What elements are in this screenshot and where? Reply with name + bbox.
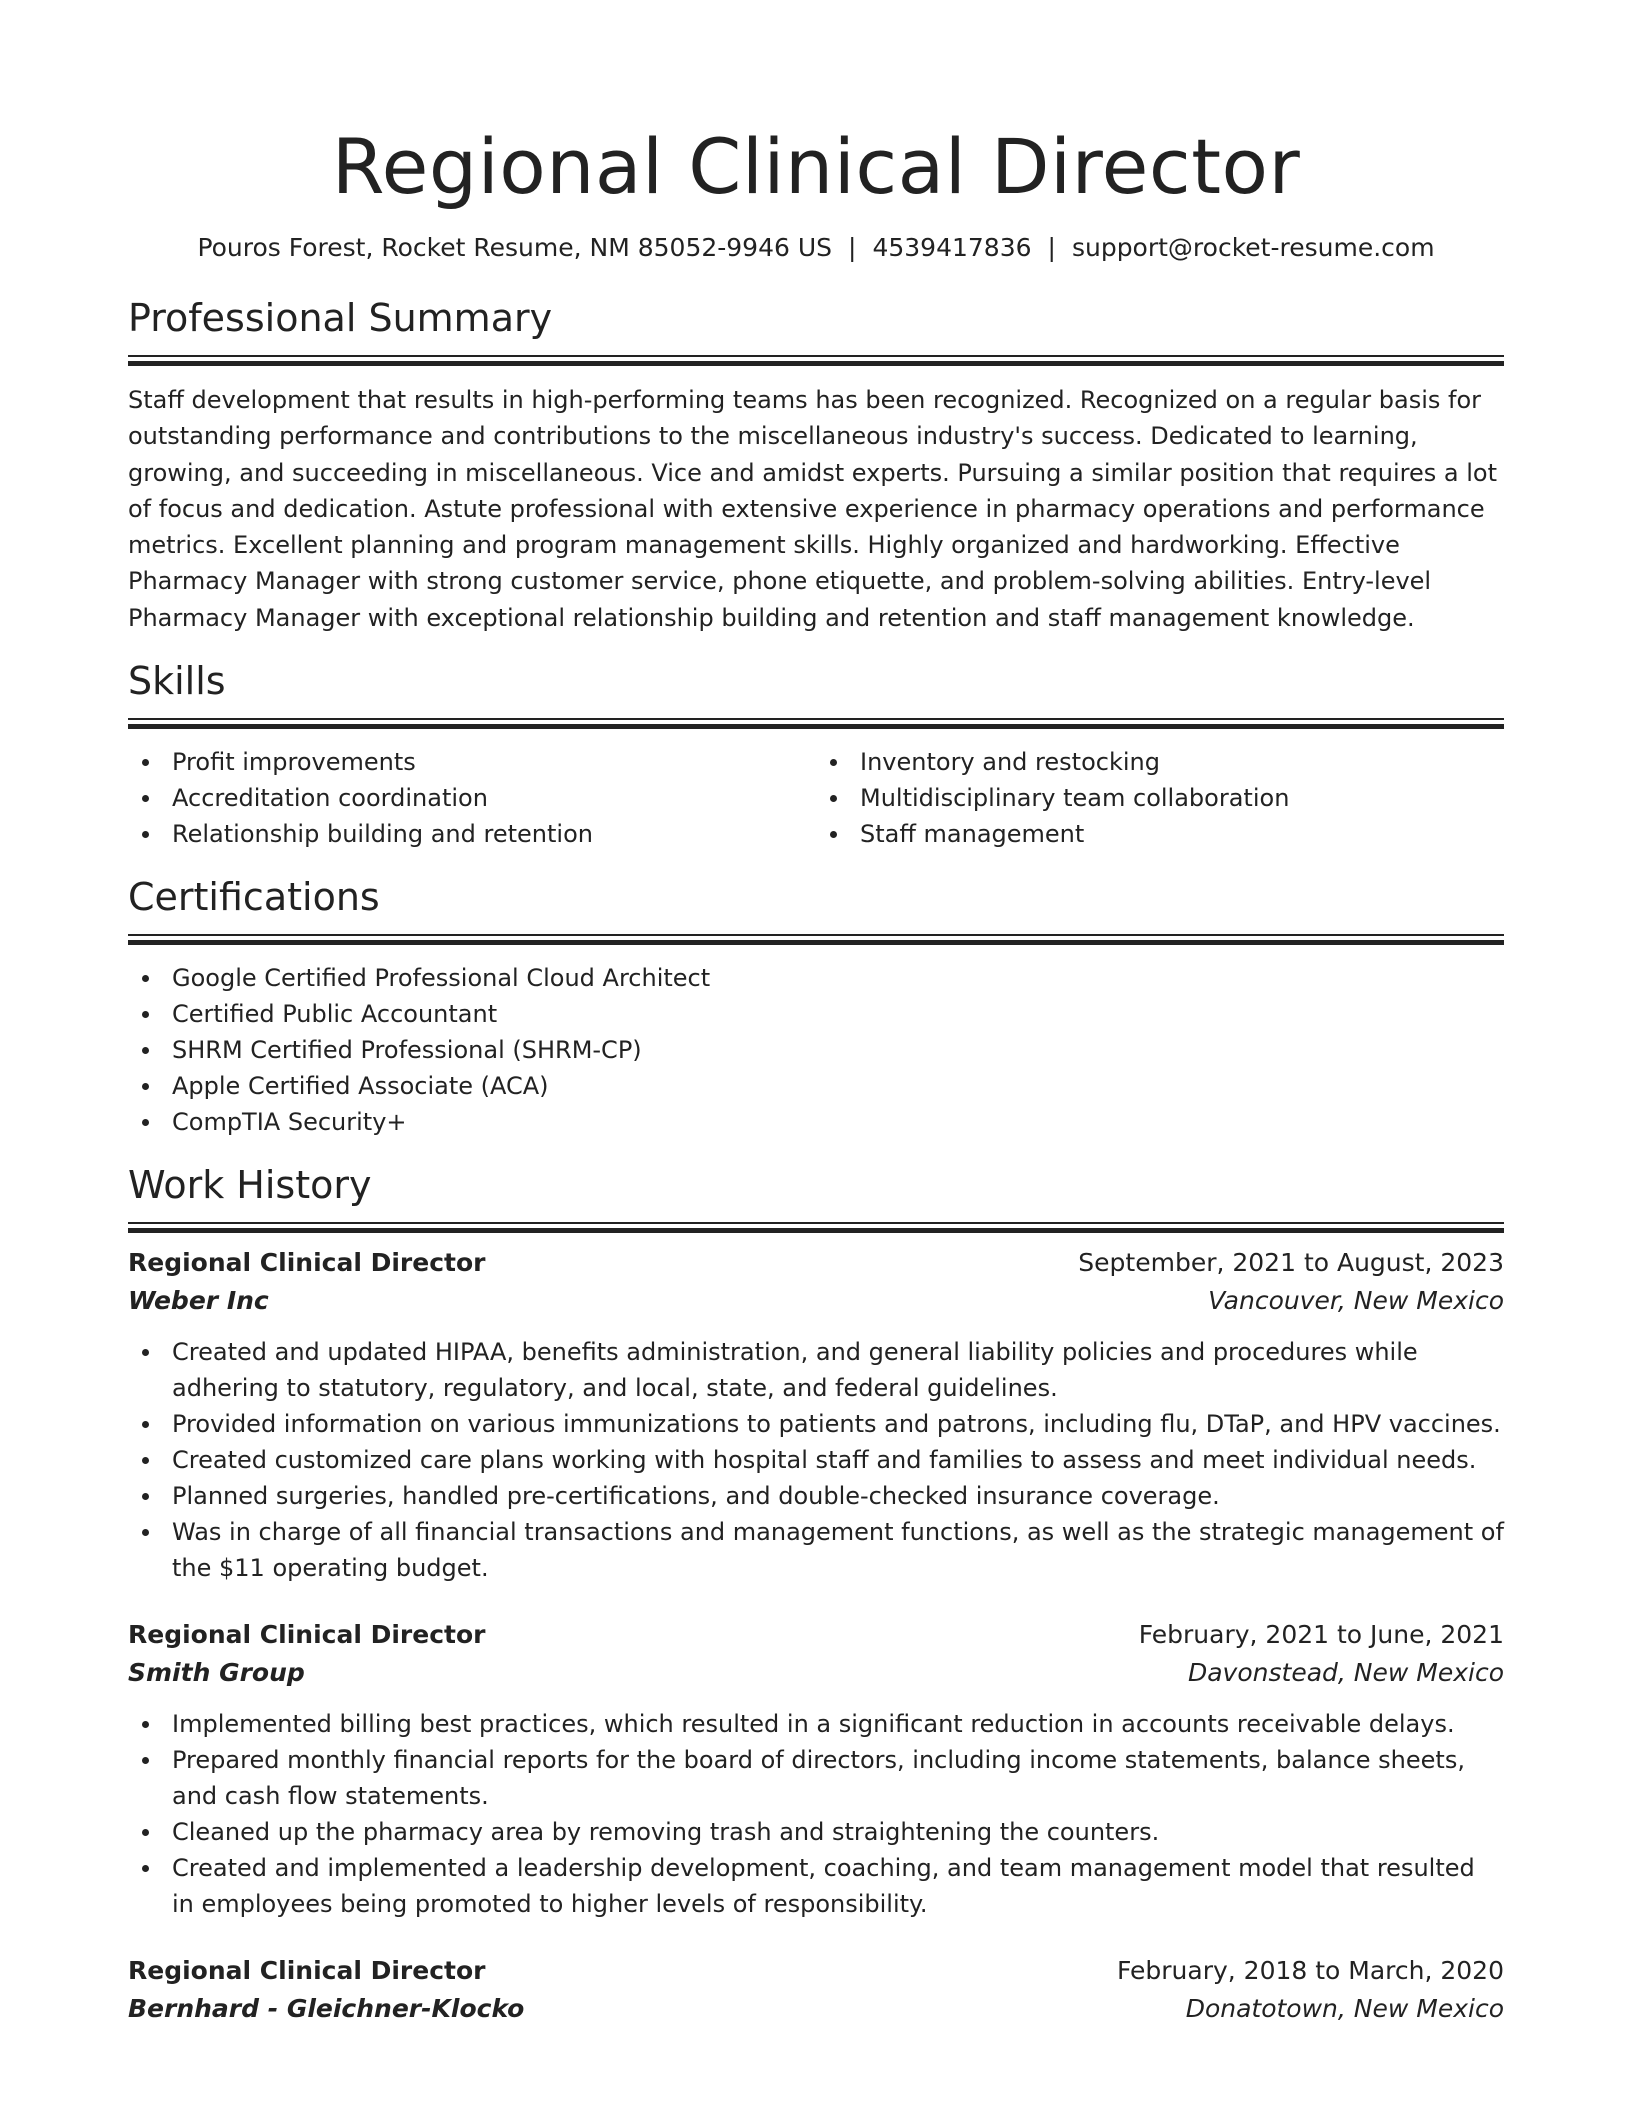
certifications-section	[128, 874, 1504, 1140]
job-location: Donatotown, New Mexico	[1185, 1994, 1504, 2024]
skill-item: Inventory and restocking	[816, 744, 1504, 780]
job-dates: September, 2021 to August, 2023	[1078, 1248, 1504, 1278]
certification-item: Google Certified Professional Cloud Architect	[128, 960, 1504, 996]
job-dates: February, 2021 to June, 2021	[1138, 1620, 1504, 1650]
skill-item: Profit improvements	[128, 744, 816, 780]
job-header-row	[128, 1616, 1504, 1654]
certifications-list	[128, 960, 1504, 1140]
summary-section	[128, 295, 1504, 636]
job-location: Davonstead, New Mexico	[1187, 1658, 1504, 1688]
skill-item: Multidisciplinary team collaboration	[816, 780, 1504, 816]
contact-separator: |	[848, 233, 857, 262]
skills-grid	[128, 744, 1504, 852]
job-title: Regional Clinical Director	[128, 1620, 486, 1650]
job-company: Weber Inc	[128, 1286, 269, 1316]
job-company: Bernhard - Gleichner-Klocko	[128, 1994, 525, 2024]
job-bullets	[128, 1334, 1504, 1586]
section-divider	[128, 355, 1504, 365]
job-bullet: Planned surgeries, handled pre-certifications, and double-checked insurance coverage.	[128, 1478, 1504, 1514]
job-entry	[128, 1244, 1504, 1586]
contact-email[interactable]: support@rocket-resume.com	[1071, 233, 1435, 262]
section-divider	[128, 934, 1504, 944]
summary-text: Staff development that results in high-performing teams has been recognized. Recognized on a regular basis for outstanding performance and contributions to the miscellaneous industry's success. Dedicated to learning, growing, and succeeding in miscellaneous. Vice and amidst experts. Pursuing a similar position that requires a lot of focus and dedication. Astute professional with extensive experience in pharmacy operations and performance metrics. Excellent planning and program management skills. Highly organized and hardworking. Effective Pharmacy Manager with strong customer service, phone etiquette, and problem-solving abilities. Entry-level Pharmacy Manager with exceptional relationship building and retention and staff management knowledge.	[128, 386, 1498, 632]
certification-item: Certified Public Accountant	[128, 996, 1504, 1032]
job-entry	[128, 1616, 1504, 1922]
certification-item: CompTIA Security+	[128, 1104, 1504, 1140]
section-title: Certifications	[128, 875, 380, 920]
job-company: Smith Group	[128, 1658, 305, 1688]
job-location: Vancouver, New Mexico	[1208, 1286, 1504, 1316]
job-bullet: Implemented billing best practices, which resulted in a significant reduction in accounts receivable delays.	[128, 1706, 1504, 1742]
job-bullet: Was in charge of all financial transactions and management functions, as well as the strategic management of the $11 operating budget.	[128, 1514, 1504, 1586]
job-company-row	[128, 1654, 1504, 1692]
section-title: Professional Summary	[128, 296, 553, 340]
job-header-row	[128, 1244, 1504, 1282]
contact-separator: |	[1047, 233, 1056, 262]
contact-line	[128, 231, 1504, 265]
job-dates: February, 2018 to March, 2020	[1116, 1956, 1504, 1986]
skills-list-left	[128, 744, 816, 852]
job-company-row	[128, 1282, 1504, 1320]
job-entry	[128, 1952, 1504, 2028]
contact-address: Pouros Forest, Rocket Resume, NM 85052-9946 US	[197, 233, 833, 262]
certification-item: SHRM Certified Professional (SHRM-CP)	[128, 1032, 1504, 1068]
job-company-row	[128, 1990, 1504, 2028]
job-title: Regional Clinical Director	[128, 1956, 486, 1986]
job-bullets	[128, 1706, 1504, 1922]
section-divider	[128, 1222, 1504, 1232]
skills-list-right	[816, 744, 1504, 852]
job-header-row	[128, 1952, 1504, 1990]
section-title: Skills	[128, 659, 226, 704]
job-bullet: Cleaned up the pharmacy area by removing trash and straightening the counters.	[128, 1814, 1504, 1850]
job-bullet: Provided information on various immunizations to patients and patrons, including flu, DTaP, and HPV vaccines.	[128, 1406, 1504, 1442]
work-history-section	[128, 1162, 1504, 2028]
skills-section	[128, 658, 1504, 852]
certification-item: Apple Certified Associate (ACA)	[128, 1068, 1504, 1104]
job-title: Regional Clinical Director	[128, 1248, 486, 1278]
job-bullet: Created and implemented a leadership development, coaching, and team management model that resulted in employees being promoted to higher levels of responsibility.	[128, 1850, 1504, 1922]
skill-item: Relationship building and retention	[128, 816, 816, 852]
job-bullet: Prepared monthly financial reports for the board of directors, including income statements, balance sheets, and cash flow statements.	[128, 1742, 1504, 1814]
job-bullet: Created and updated HIPAA, benefits administration, and general liability policies and procedures while adhering to statutory, regulatory, and local, state, and federal guidelines.	[128, 1334, 1504, 1406]
section-title: Work History	[128, 1163, 372, 1208]
candidate-name: Regional Clinical Director	[331, 122, 1301, 211]
contact-phone[interactable]: 4539417836	[872, 233, 1032, 262]
skill-item: Accreditation coordination	[128, 780, 816, 816]
section-divider	[128, 718, 1504, 728]
skill-item: Staff management	[816, 816, 1504, 852]
job-bullet: Created customized care plans working with hospital staff and families to assess and meet individual needs.	[128, 1442, 1504, 1478]
